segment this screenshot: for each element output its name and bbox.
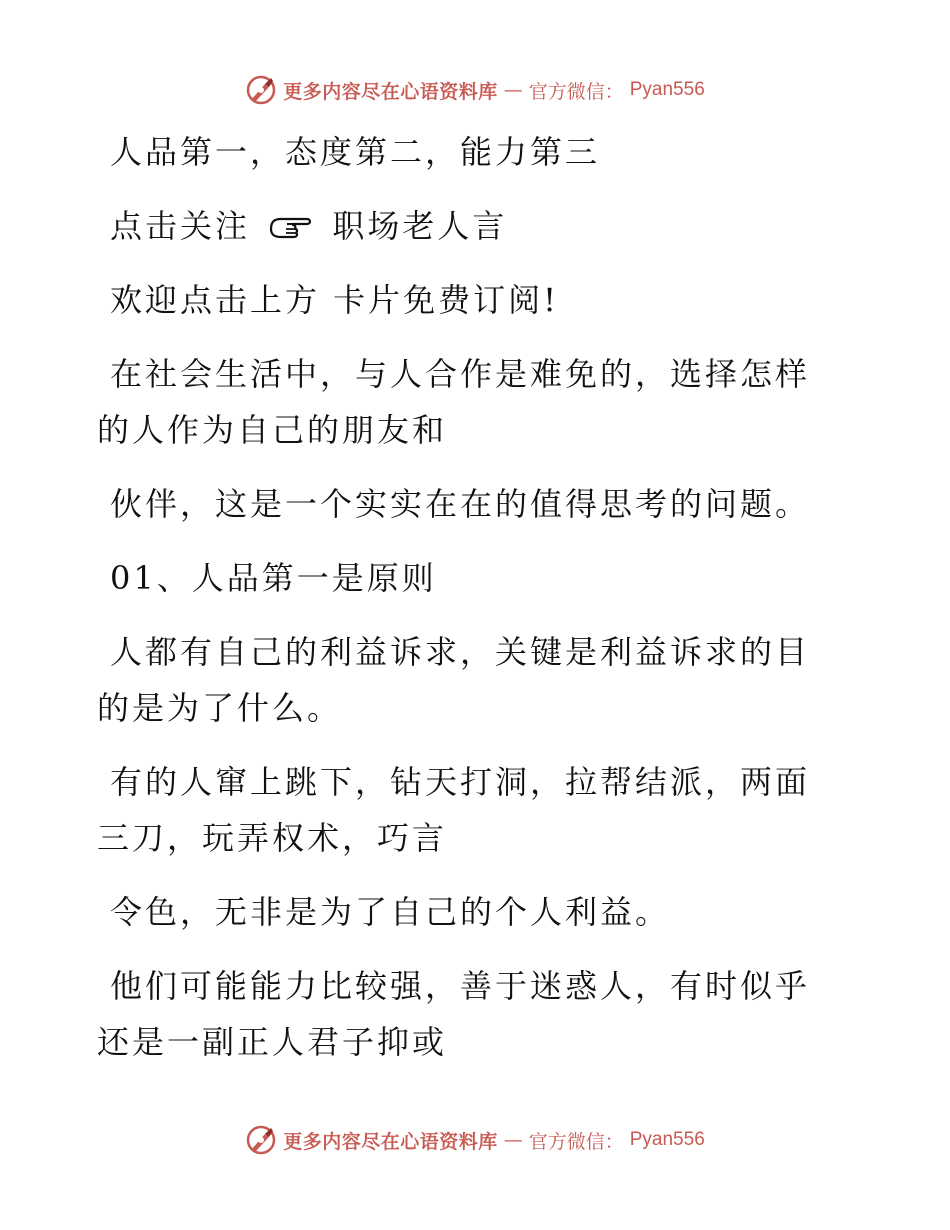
article-body: [97, 124, 837, 1070]
pen-logo-icon: [245, 1124, 277, 1156]
paragraph-3: 人都有自己的利益诉求，关键是利益诉求的目的是为了什么。: [97, 633, 811, 727]
paragraph-2: 伙伴，这是一个实实在在的值得思考的问题。: [110, 485, 811, 523]
banner-dash: —: [503, 79, 523, 101]
paragraph-4: 有的人窜上跳下，钻天打洞，拉帮结派，两面三刀，玩弄权术，巧言: [97, 763, 811, 857]
banner-text: 更多内容尽在心语资料库: [283, 80, 498, 103]
header-banner: [0, 70, 950, 110]
banner-wechat-label: 官方微信：: [528, 80, 624, 103]
section-heading: 01、人品第一是原则: [110, 559, 437, 597]
follow-prefix[interactable]: 点击关注: [110, 207, 251, 245]
follow-line[interactable]: [97, 198, 837, 254]
pen-logo-icon: [245, 74, 277, 106]
paragraph-6: 他们可能能力比较强，善于迷惑人，有时似乎还是一副正人君子抑或: [97, 967, 811, 1061]
pointing-hand-icon: [267, 211, 315, 241]
paragraph-1: 在社会生活中，与人合作是难免的，选择怎样的人作为自己的朋友和: [97, 355, 811, 449]
banner-wechat-id: Pyan556: [629, 79, 705, 100]
welcome-line: 欢迎点击上方 卡片免费订阅!: [110, 281, 560, 319]
footer-banner: [0, 1120, 950, 1160]
banner-text: 更多内容尽在心语资料库: [283, 1130, 498, 1153]
banner-wechat-id: Pyan556: [629, 1129, 705, 1150]
paragraph-5: 令色，无非是为了自己的个人利益。: [110, 893, 671, 931]
banner-dash: —: [503, 1129, 523, 1151]
banner-wechat-label: 官方微信：: [528, 1130, 624, 1153]
follow-suffix[interactable]: 职场老人言: [332, 207, 508, 245]
article-title: 人品第一，态度第二，能力第三: [110, 133, 601, 171]
